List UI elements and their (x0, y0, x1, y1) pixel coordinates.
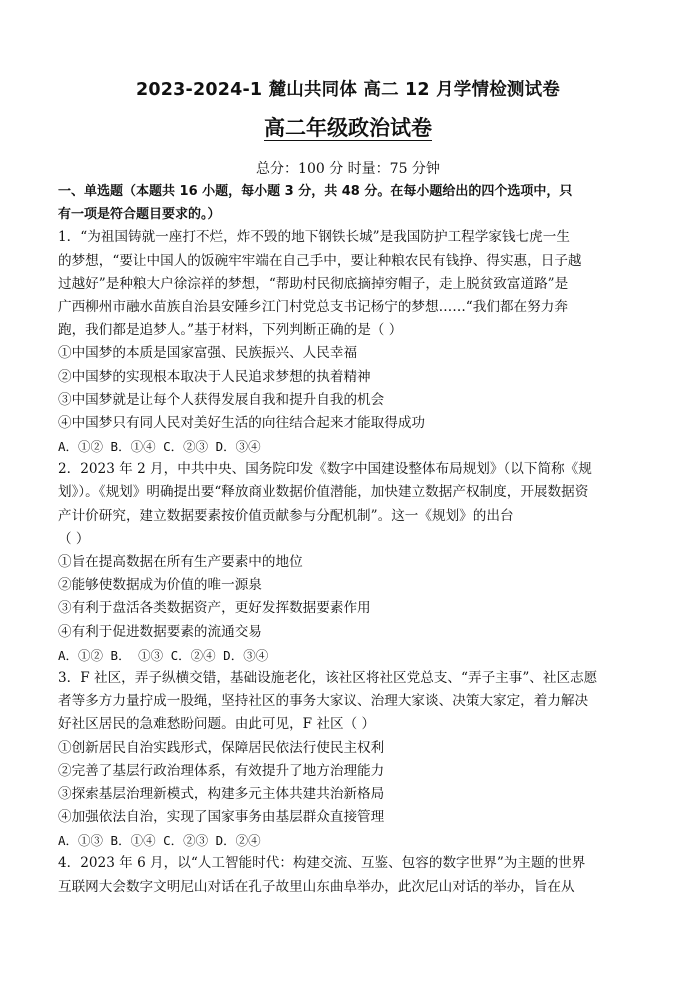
statement-item: ②中国梦的实现根本取决于人民追求梦想的执着精神 (58, 368, 371, 385)
question-stem-line: 者等多方力量拧成一股绳，坚持社区的事务大家议、治理大家谈、决策大家定，着力解决 (58, 693, 589, 710)
question-stem-line: 3．F 社区，弄子纵横交错，基础设施老化，该社区将社区党总支、“弄子主事”、社区志愿 (58, 669, 598, 686)
answer-options: A．①② B． ①③ C．②④ D．③④ (58, 647, 269, 663)
question-stem-line: 过越好”是种粮大户徐淙祥的梦想，“帮助村民彻底摘掉穷帽子，走上脱贫致富道路”是 (58, 275, 569, 292)
statement-item: ①旨在提高数据在所有生产要素中的地位 (58, 554, 303, 570)
score-info: 总分：100 分 时量：75 分钟 (256, 161, 440, 177)
statement-item: ③中国梦就是让每个人获得发展自我和提升自我的机会 (58, 391, 385, 408)
question-stem-line: 广西柳州市融水苗族自治县安陲乡江门村党总支书记杨宁的梦想……“我们都在努力奔 (58, 298, 568, 315)
question-stem-line: 1．“为祖国铸就一座打不烂，炸不毁的地下钢铁长城”是我国防护工程学家钱七虎一生 (58, 229, 570, 246)
question-stem-line: 2．2023 年 2 月，中共中央、国务院印发《数字中国建设整体布局规划》（以下简称《规 (58, 461, 592, 478)
question-2 (58, 458, 638, 667)
answer-options: A．①③ B．①④ C．②③ D．②④ (58, 833, 261, 849)
statement-item: ④有利于促进数据要素的流通交易 (58, 623, 262, 640)
question-stem-line: 跑，我们都是追梦人。”基于材料，下列判断正确的是（ ） (58, 322, 403, 339)
statement-item: ④中国梦只有同人民对美好生活的向往结合起来才能取得成功 (58, 414, 426, 431)
statement-item: ③有利于盘活各类数据资产，更好发挥数据要素作用 (58, 600, 371, 617)
answer-options: A．①② B．①④ C．②③ D．③④ (58, 439, 261, 455)
question-stem-line: （ ） (58, 530, 90, 547)
exam-title: 2023-2024-1 麓山共同体 高二 12 月学情检测试卷 (135, 80, 561, 100)
statement-item: ②完善了基层行政治理体系，有效提升了地方治理能力 (58, 762, 385, 779)
question-stem-line: 4．2023 年 6 月，以“人工智能时代：构建交流、互鉴、包容的数字世界”为主题的世界 (58, 855, 586, 872)
statement-item: ③探索基层治理新模式，构建多元主体共建共治新格局 (58, 785, 385, 802)
question-stem-line: 好社区居民的急难愁盼问题。由此可见，F 社区（ ） (58, 716, 376, 733)
subtitle-text: 高二年级政治试卷 (264, 116, 432, 140)
question-stem-line: 的梦想，“要让中国人的饭碗牢牢端在自己手中，要让种粮农民有钱挣、得实惠，日子越 (58, 252, 582, 269)
question-stem-line: 互联网大会数字文明尼山对话在孔子故里山东曲阜举办，此次尼山对话的举办，旨在从 (58, 878, 575, 895)
question-4 (58, 852, 638, 898)
question-stem-line: 产计价研究，建立数据要素按价值贡献参与分配机制”。这一《规划》的出台 (58, 507, 514, 524)
exam-subtitle (0, 112, 696, 142)
question-stem-line: 划》）。《规划》明确提出要“释放商业数据价值潜能，加快建立数据产权制度，开展数据资 (58, 484, 589, 501)
section-heading-cont: 有一项是符合题目要求的。） (58, 207, 221, 223)
question-3 (58, 667, 638, 853)
section-heading: 一、单选题（本题共 16 小题，每小题 3 分，共 48 分。在每小题给出的四个选项中，只 (58, 184, 573, 199)
question-1 (58, 226, 638, 458)
statement-item: ①中国梦的本质是国家富强、民族振兴、人民幸福 (58, 345, 358, 362)
statement-item: ④加强依法自治，实现了国家事务由基层群众直接管理 (58, 809, 385, 826)
statement-item: ②能够使数据成为价值的唯一源泉 (58, 577, 262, 594)
exam-body (58, 180, 638, 899)
statement-item: ①创新居民自治实践形式，保障居民依法行使民主权利 (58, 739, 385, 756)
